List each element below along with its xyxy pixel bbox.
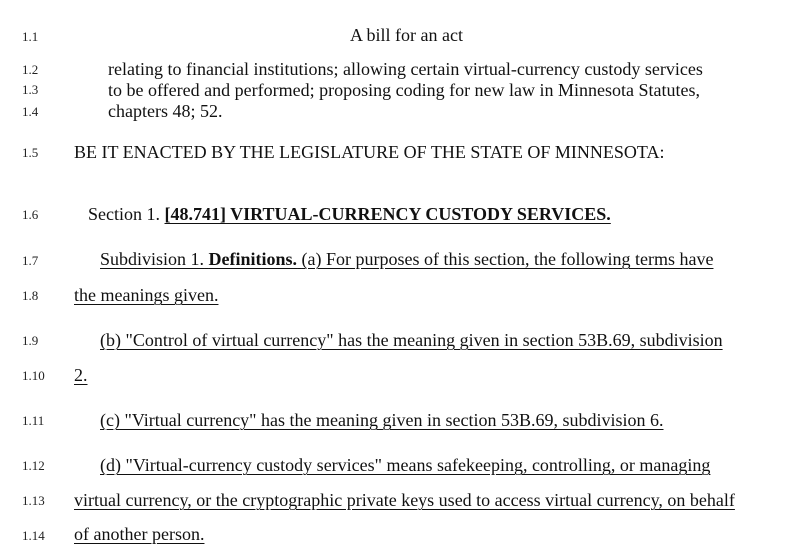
line-number: 1.13 [22,493,45,508]
bill-title: A bill for an act [350,25,463,45]
definition-a-continuation: the meanings given. [74,285,219,305]
line-number: 1.12 [22,458,45,473]
definition-a-text: (a) For purposes of this section, the following terms have [301,249,714,269]
definition-b-continuation: 2. [74,365,88,385]
definition-b-text: (b) "Control of virtual currency" has the meaning given in section 53B.69, subdivision [100,330,723,350]
line-number: 1.1 [22,29,39,44]
section-title: [48.741] VIRTUAL-CURRENCY CUSTODY SERVICES. [164,204,611,224]
line-number: 1.11 [22,413,45,428]
relating-clause-line: to be offered and performed; proposing coding for new law in Minnesota Statutes, [108,80,701,100]
definition-d-continuation: of another person. [74,524,205,544]
line-number: 1.7 [22,253,39,268]
subdivision-label: Subdivision 1. [100,249,205,269]
relating-clause-line: chapters 48; 52. [108,101,223,121]
relating-clause-line: relating to financial institutions; allowing certain virtual-currency custody services [108,59,703,79]
definition-d-text: (d) "Virtual-currency custody services" means safekeeping, controlling, or managing [100,455,711,475]
line-number: 1.5 [22,145,39,160]
enacting-clause: BE IT ENACTED BY THE LEGISLATURE OF THE STATE OF MINNESOTA: [74,142,665,162]
line-number: 1.9 [22,333,39,348]
line-number: 1.8 [22,288,39,303]
line-number: 1.2 [22,62,39,77]
subdivision-line [100,248,713,270]
line-number: 1.3 [22,82,39,97]
subdivision-heading: Definitions. [208,249,298,269]
section-heading [88,203,611,225]
line-number: 1.4 [22,104,39,119]
definition-d-continuation: virtual currency, or the cryptographic private keys used to access virtual currency, on behalf [74,490,735,510]
line-number: 1.10 [22,368,45,383]
line-number: 1.14 [22,528,45,543]
section-prefix: Section 1. [88,204,165,224]
line-number: 1.6 [22,207,39,222]
definition-c-text: (c) "Virtual currency" has the meaning given in section 53B.69, subdivision 6. [100,410,664,430]
